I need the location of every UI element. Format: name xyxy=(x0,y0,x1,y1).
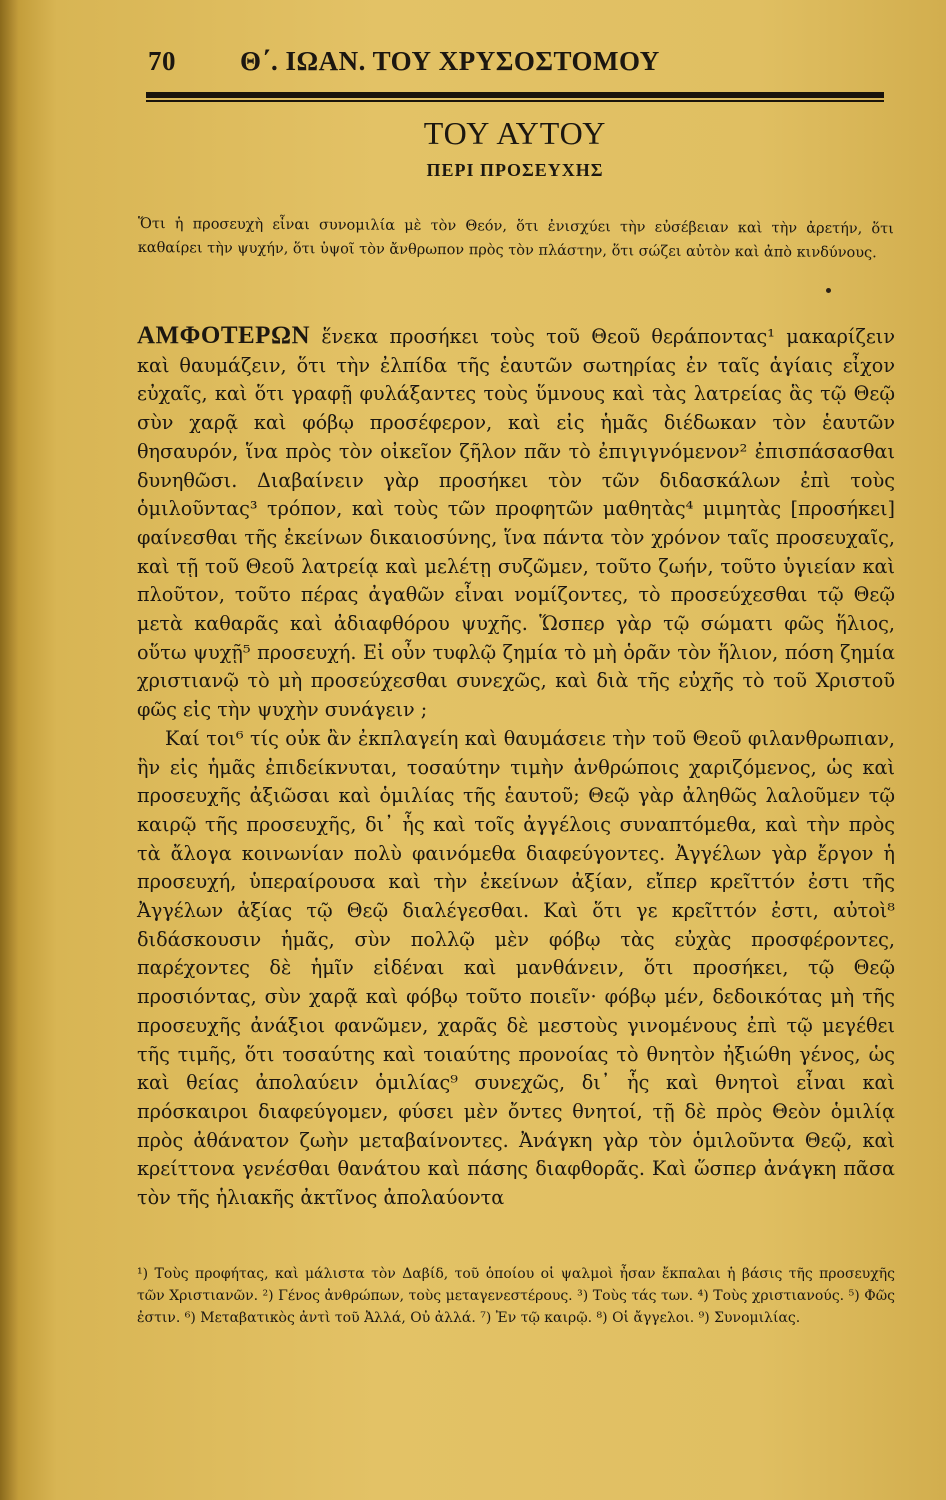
body-text xyxy=(137,322,895,1213)
footnotes: ¹) Τοὺς προφήτας, καὶ μάλιστα τὸν Δαβίδ, τοῦ ὁποίου οἱ ψαλμοὶ ἦσαν ἔκπαλαι ἡ βάσις τῆς προσευχῆς τῶν Χριστιανῶν. ²) Γένος ἀνθρώπων, τοὺς μεταγενεστέρους. ³) Τοὺς τάς των. ⁴) Τοὺς χριστιανούς. ⁵) Φῶς ἐστιν. ⁶) Μεταβατικὸς ἀντὶ τοῦ Ἀλλά, Οὐ ἀλλά. ⁷) Ἐν τῷ καιρῷ. ⁸) Οἱ ἄγγελοι. ⁹) Συνομιλίας. xyxy=(137,1266,895,1326)
chapter-summary: Ὅτι ἡ προσευχὴ εἶναι συνομιλία μὲ τὸν Θεόν, ὅτι ἐνισχύει τὴν εὐσέβειαν καὶ τὴν ἀρετήν, ὅτι καθαίρει τὴν ψυχήν, ὅτι ὑψοῖ τὸν ἄνθρωπον πρὸς τὸν πλάστην, ὅτι σώζει αὐτὸν καὶ ἀπὸ κινδύνους. xyxy=(137,215,894,262)
chapter-subtitle: ΠΕΡΙ ΠΡΟΣΕΥΧΗΣ xyxy=(426,160,604,180)
header-rule-thick xyxy=(146,92,884,98)
chapter-title: ΤΟΥ ΑΥΤΟΥ xyxy=(423,115,607,151)
ink-dot xyxy=(826,288,831,293)
paragraph-1-text: ἕνεκα προσήκει τοὺς τοῦ Θεοῦ θεράποντας¹ μακαρίζειν καὶ θαυμάζειν, ὅτι τὴν ἐλπίδα τῆς ἑαυτῶν σωτηρίας ἐν ταῖς ἁγίαις εἶχον εὐχαῖς, καὶ ὅτι γραφῇ φυλάξαντες τοὺς ὕμνους καὶ τὰς λατρείας ἃς τῷ Θεῷ σὺν χαρᾷ καὶ φόβῳ προσέφερον, καὶ εἰς ἡμᾶς διέδωκαν τὸν ἑαυτῶν θησαυρόν, ἵνα πρὸς τὸν οἰκεῖον ζῆλον πᾶν τὸ ἐπιγιγνόμενον² ἐπισπάσασθαι δυνηθῶσι. Διαβαίνειν γὰρ προσήκει τὸν τῶν διδασκάλων ἐπὶ τοὺς ὁμιλοῦντας³ τρόπον, καὶ τοὺς τῶν προφητῶν μαθητὰς⁴ μιμητὰς [προσήκει] φαίνεσθαι τῆς ἐκείνων δικαιοσύνης, ἵνα πάντα τὸν χρόνον ταῖς προσευχαῖς, καὶ τῇ τοῦ Θεοῦ λατρείᾳ καὶ μελέτῃ συζῶμεν, τοῦτο ζωήν, τοῦτο ὑγιείαν καὶ πλοῦτον, τοῦτο πέρας ἀγαθῶν εἶναι νομίζοντες, τὸ προσεύχεσθαι τῷ Θεῷ μετὰ καθαρᾶς καὶ ἀδιαφθόρου ψυχῆς. Ὥσπερ γὰρ τῷ σώματι φῶς ἥλιος, οὕτω ψυχῇ⁵ προσευχή. Εἰ οὖν τυφλῷ ζημία τὸ μὴ ὁρᾶν τὸν ἥλιον, πόση ζημία χριστιανῷ τὸ μὴ προσεύχεσθαι συνεχῶς, καὶ διὰ τῆς εὐχῆς τὸ τοῦ Χριστοῦ φῶς εἰς τὴν ψυχὴν συνάγειν ; xyxy=(137,325,895,722)
running-header xyxy=(148,42,908,82)
page-number: 70 xyxy=(148,46,176,76)
page-spine xyxy=(0,0,18,1500)
paragraph-1 xyxy=(137,322,895,725)
running-title: Θ΄. ΙΩΑΝ. ΤΟΥ ΧΡΥΣΟΣΤΟΜΟΥ xyxy=(240,46,660,76)
header-rule-thin xyxy=(146,100,884,102)
paragraph-2: Καί τοι⁶ τίς οὐκ ἂν ἐκπλαγείη καὶ θαυμάσειε τὴν τοῦ Θεοῦ φιλανθρωπιαν, ἣν εἰς ἡμᾶς ἐπιδείκνυται, τοσαύτην τιμὴν ἀνθρώποις χαριζόμενος, ὡς καὶ προσευχῆς ἀξιῶσαι καὶ ὁμιλίας τῆς ἑαυτοῦ; Θεῷ γὰρ ἀληθῶς λαλοῦμεν τῷ καιρῷ τῆς προσευχῆς, δι᾽ ἧς καὶ τοῖς ἀγγέλοις συναπτόμεθα, καὶ τὴν πρὸς τὰ ἄλογα κοινωνίαν πολὺ φαινόμεθα διαφεύγοντες. Ἀγγέλων γὰρ ἔργον ἡ προσευχή, ὑπεραίρουσα καὶ τὴν ἐκείνων ἀξίαν, εἴπερ κρεῖττόν ἐστι τῆς Ἀγγέλων ἀξίας τῷ Θεῷ διαλέγεσθαι. Καὶ ὅτι γε κρεῖττόν ἐστι, αὐτοὶ⁸ διδάσκουσιν ἡμᾶς, σὺν πολλῷ μὲν φόβῳ τὰς εὐχὰς προσφέροντες, παρέχοντες δὲ ἡμῖν εἰδέναι καὶ μανθάνειν, ὅτι προσήκει, τῷ Θεῷ προσιόντας, σὺν χαρᾷ καὶ φόβῳ τοῦτο ποιεῖν· φόβῳ μέν, δεδοικότας μὴ τῆς προσευχῆς ἀνάξιοι φανῶμεν, χαρᾶς δὲ μεστοὺς γινομένους ἐπὶ τῷ μεγέθει τῆς τιμῆς, ὅτι τοσαύτης καὶ τοιαύτης προνοίας τὸ θνητὸν ἠξιώθη γένος, ὡς καὶ θείας ἀπολαύειν ὁμιλίας⁹ συνεχῶς, δι᾽ ἧς καὶ θνητοὶ εἶναι καὶ πρόσκαιροι διαφεύγομεν, φύσει μὲν ὄντες θνητοί, τῇ δὲ πρὸς Θεὸν ὁμιλίᾳ πρὸς ἀθάνατον ζωὴν μεταβαίνοντες. Ἀνάγκη γὰρ τὸν ὁμιλοῦντα Θεῷ, καὶ κρείττονα γενέσθαι θανάτου καὶ πάσης διαφθορᾶς. Καὶ ὥσπερ ἀνάγκη πᾶσα τὸν τῆς ἡλιακῆς ἀκτῖνος ἀπολαύοντα xyxy=(137,726,895,1210)
initial-word: ΑΜΦΟΤΕΡΩΝ xyxy=(137,322,311,349)
